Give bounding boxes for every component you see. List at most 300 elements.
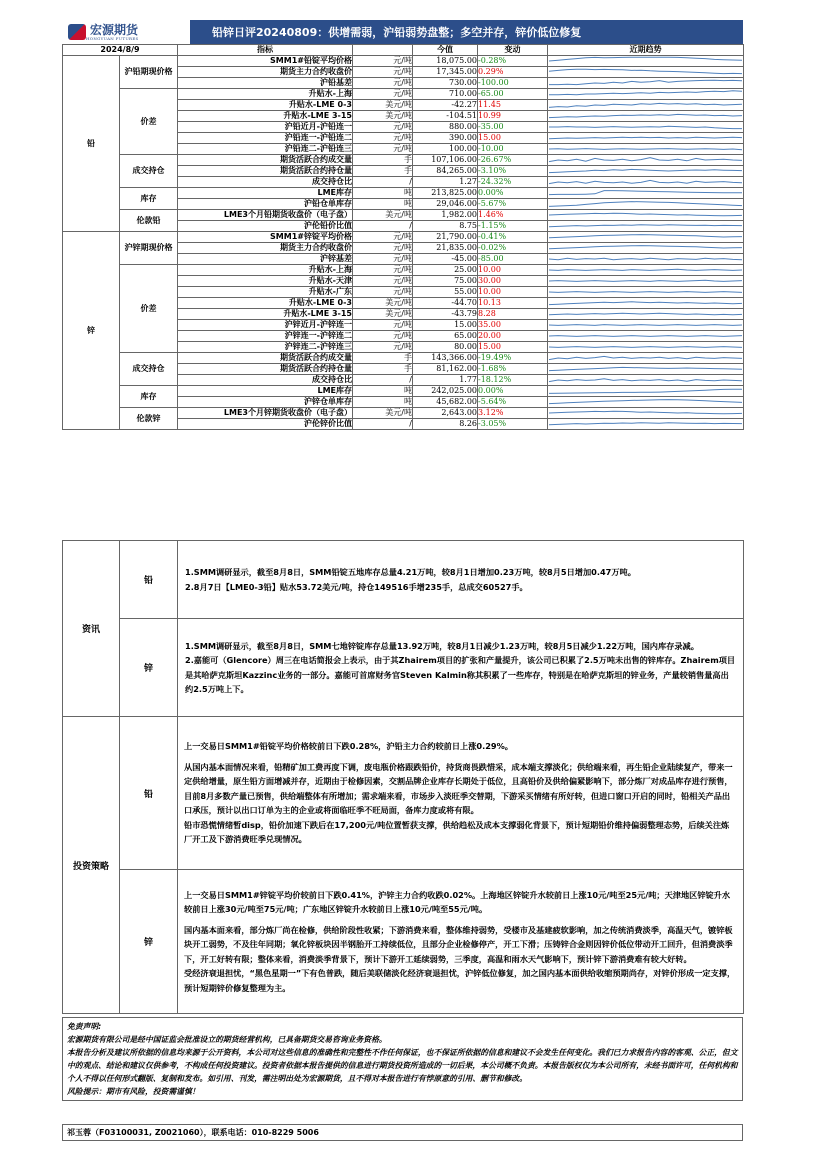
sparkline-line bbox=[549, 213, 742, 216]
group-label: 伦款锌 bbox=[120, 408, 178, 430]
sparkline-line bbox=[549, 57, 742, 61]
sparkline-line bbox=[549, 389, 742, 393]
trend-cell bbox=[548, 56, 744, 67]
unit: 元/吨 bbox=[353, 342, 413, 353]
unit: 元/吨 bbox=[353, 276, 413, 287]
group-label: 成交持仓 bbox=[120, 155, 178, 188]
sparkline-line bbox=[549, 158, 742, 162]
indicator-name: SMM1#铅锭平均价格 bbox=[178, 56, 353, 67]
indicator-name: 升贴水-LME 0-3 bbox=[178, 298, 353, 309]
trend-cell bbox=[548, 67, 744, 78]
unit: 美元/吨 bbox=[353, 298, 413, 309]
current-value: 390.00 bbox=[413, 133, 478, 144]
indicator-name: 期货活跃合约持仓量 bbox=[178, 364, 353, 375]
current-value: 84,265.00 bbox=[413, 166, 478, 177]
sparkline-line bbox=[549, 347, 742, 348]
sparkline-line bbox=[549, 191, 742, 195]
current-value: 65.00 bbox=[413, 331, 478, 342]
sparkline bbox=[548, 320, 743, 330]
info-lead-text bbox=[178, 541, 744, 619]
sparkline bbox=[548, 232, 743, 242]
trend-cell bbox=[548, 100, 744, 111]
sparkline bbox=[548, 155, 743, 165]
report-header bbox=[62, 20, 743, 44]
current-value: -42.27 bbox=[413, 100, 478, 111]
unit: 美元/吨 bbox=[353, 408, 413, 419]
strategy-zinc-para: 受经济衰退担忧，“黑色星期一”下有色普跌，随后美联储淡化经济衰退担忧，沪锌低位修复，加之国内基本面供给收缩预期尚存，对锌价形成一定支撑，预计短期锌价修复整理为主。 bbox=[184, 968, 736, 993]
change-value: 20.00 bbox=[478, 331, 548, 342]
indicator-name: 升贴水-LME 3-15 bbox=[178, 111, 353, 122]
change-value: -18.12% bbox=[478, 375, 548, 386]
unit: 元/吨 bbox=[353, 232, 413, 243]
change-value: 1.46% bbox=[478, 210, 548, 221]
info-zinc-text bbox=[178, 619, 744, 717]
trend-cell bbox=[548, 298, 744, 309]
change-value: -24.32% bbox=[478, 177, 548, 188]
sparkline bbox=[548, 265, 743, 275]
current-value: 143,366.00 bbox=[413, 353, 478, 364]
current-value: 880.00 bbox=[413, 122, 478, 133]
strategy-category: 投资策略 bbox=[63, 717, 120, 1014]
unit: 元/吨 bbox=[353, 56, 413, 67]
change-value: -1.68% bbox=[478, 364, 548, 375]
trend-cell bbox=[548, 111, 744, 122]
change-value: 8.28 bbox=[478, 309, 548, 320]
table-row bbox=[63, 386, 744, 397]
trend-cell bbox=[548, 276, 744, 287]
unit: 美元/吨 bbox=[353, 100, 413, 111]
unit: 元/吨 bbox=[353, 122, 413, 133]
indicator-name: 期货活跃合约持仓量 bbox=[178, 166, 353, 177]
disclaimer-line: 宏源期货有限公司是经中国证监会批准设立的期货经营机构，已具备期货交易咨询业务资格。 bbox=[67, 1035, 387, 1044]
sparkline bbox=[548, 67, 743, 77]
trend-cell bbox=[548, 155, 744, 166]
trend-cell bbox=[548, 232, 744, 243]
unit: 元/吨 bbox=[353, 78, 413, 89]
header-change: 变动 bbox=[478, 45, 548, 56]
sparkline bbox=[548, 210, 743, 220]
sparkline-line bbox=[549, 336, 742, 337]
info-zinc-line: 1.SMM调研显示，截至8月8日，SMM七地锌锭库存总量13.92万吨，较8月1日减少1.23万吨，较8月5日减少1.22万吨，国内库存录减。 bbox=[185, 640, 699, 651]
sparkline bbox=[548, 111, 743, 121]
table-row bbox=[63, 265, 744, 276]
current-value: 8.75 bbox=[413, 221, 478, 232]
current-value: 242,025.00 bbox=[413, 386, 478, 397]
trend-cell bbox=[548, 221, 744, 232]
trend-cell bbox=[548, 78, 744, 89]
sparkline-line bbox=[549, 367, 742, 370]
current-value: 1.77 bbox=[413, 375, 478, 386]
info-category: 资讯 bbox=[63, 541, 120, 717]
unit: 元/吨 bbox=[353, 144, 413, 155]
strategy-lead-text bbox=[178, 717, 744, 870]
current-value: 100.00 bbox=[413, 144, 478, 155]
indicator-name: 期货活跃合约成交量 bbox=[178, 353, 353, 364]
sparkline bbox=[548, 331, 743, 341]
indicator-name: 期货主力合约收盘价 bbox=[178, 67, 353, 78]
unit: 元/吨 bbox=[353, 265, 413, 276]
indicator-name: 沪锌连二-沪锌连三 bbox=[178, 342, 353, 353]
current-value: -44.70 bbox=[413, 298, 478, 309]
table-row bbox=[63, 188, 744, 199]
unit: 手 bbox=[353, 353, 413, 364]
indicator-name: LME库存 bbox=[178, 188, 353, 199]
strategy-lead-para: 上一交易日SMM1#铅锭平均价格较前日下跌0.28%，沪铅主力合约较前日上涨0.29%。 bbox=[184, 741, 513, 752]
indicator-name: 沪铅连一-沪铅连二 bbox=[178, 133, 353, 144]
group-label: 沪铅期现价格 bbox=[120, 56, 178, 89]
strategy-zinc-para: 国内基本面来看，部分炼厂尚在检修，供给阶段性收紧；下游消费来看，整体维持弱势，受楼市及基建疲软影响，加之传统消费淡季，高温天气，镀锌板块开工弱势，不及往年同期；氧化锌板块因半钢胎开工持续低位，且部分企业检修停产，开工下滑；压铸锌合金则因锌价低位带动开工回升，但消费淡季下，开工好转有限；整体来看，消费淡季背景下，预计下游开工延续弱势，三季度，高温和雨水天气影响下，预计锌下游消费难有较大好转。 bbox=[184, 924, 733, 964]
sparkline bbox=[548, 89, 743, 99]
sparkline bbox=[548, 386, 743, 396]
change-value: 10.13 bbox=[478, 298, 548, 309]
current-value: 730.00 bbox=[413, 78, 478, 89]
indicator-name: 沪铅仓单库存 bbox=[178, 199, 353, 210]
current-value: 213,825.00 bbox=[413, 188, 478, 199]
trend-cell bbox=[548, 188, 744, 199]
trend-cell bbox=[548, 177, 744, 188]
trend-cell bbox=[548, 353, 744, 364]
sparkline bbox=[548, 397, 743, 407]
current-value: 81,162.00 bbox=[413, 364, 478, 375]
change-value: -1.15% bbox=[478, 221, 548, 232]
current-value: -43.79 bbox=[413, 309, 478, 320]
change-value: 15.00 bbox=[478, 342, 548, 353]
sparkline bbox=[548, 78, 743, 88]
indicator-name: 沪锌近月-沪锌连一 bbox=[178, 320, 353, 331]
unit: 手 bbox=[353, 166, 413, 177]
strategy-lead-label: 铅 bbox=[120, 717, 178, 870]
trend-cell bbox=[548, 375, 744, 386]
unit: 元/吨 bbox=[353, 67, 413, 78]
sparkline bbox=[548, 122, 743, 132]
unit: 吨 bbox=[353, 188, 413, 199]
sparkline bbox=[548, 408, 743, 418]
header-value: 今值 bbox=[413, 45, 478, 56]
trend-cell bbox=[548, 419, 744, 430]
indicator-name: 期货活跃合约成交量 bbox=[178, 155, 353, 166]
unit: 吨 bbox=[353, 386, 413, 397]
sparkline bbox=[548, 177, 743, 187]
unit: 元/吨 bbox=[353, 254, 413, 265]
disclaimer bbox=[62, 1017, 743, 1101]
change-value: 3.12% bbox=[478, 408, 548, 419]
change-value: 0.29% bbox=[478, 67, 548, 78]
info-section bbox=[62, 540, 744, 1014]
unit: 美元/吨 bbox=[353, 210, 413, 221]
sparkline bbox=[548, 166, 743, 176]
unit: / bbox=[353, 177, 413, 188]
indicator-name: 升贴水-广东 bbox=[178, 287, 353, 298]
trend-cell bbox=[548, 254, 744, 265]
sparkline bbox=[548, 188, 743, 198]
sparkline bbox=[548, 353, 743, 363]
sparkline-line bbox=[549, 225, 742, 227]
indicator-name: 升贴水-LME 0-3 bbox=[178, 100, 353, 111]
current-value: 21,790.00 bbox=[413, 232, 478, 243]
indicator-name: 沪伦锌价比值 bbox=[178, 419, 353, 430]
info-lead-label: 铅 bbox=[120, 541, 178, 619]
info-zinc-label: 锌 bbox=[120, 619, 178, 717]
strategy-zinc-text bbox=[178, 870, 744, 1014]
unit: 元/吨 bbox=[353, 287, 413, 298]
trend-cell bbox=[548, 287, 744, 298]
unit: 吨 bbox=[353, 199, 413, 210]
strategy-lead-para: 从国内基本面情况来看，铅精矿加工费再度下调，废电瓶价格跟跌铅价，持货商畏跌惜采，成本端支撑淡化；供给端来看，再生铅企业陆续复产，带来一定供给增量，原生铅方面增减并存，近期由于检修因素，交割品牌企业库存长期处于低位，且高铅价及供给偏紧影响下，部分炼厂对成品库存进行预售，目前8月多数产量已预售，供给端整体有所增加；需求端来看，市场步入淡旺季交替期，下游采买情绪有所好转，但进口窗口开启的同时，铅相关产品出口承压，预计以出口订单为主的企业或将面临旺季不旺局面，备库力度或将有限。 bbox=[184, 761, 733, 816]
contact-line: 祁玉蓉（F03100031, Z0021060），联系电话：010-8229 5006 bbox=[62, 1124, 743, 1141]
sparkline-line bbox=[549, 325, 742, 326]
current-value: 45,682.00 bbox=[413, 397, 478, 408]
sparkline bbox=[548, 199, 743, 209]
sparkline-line bbox=[549, 180, 742, 183]
change-value: 0.00% bbox=[478, 386, 548, 397]
change-value: -0.41% bbox=[478, 232, 548, 243]
unit: / bbox=[353, 419, 413, 430]
current-value: 1,982.00 bbox=[413, 210, 478, 221]
group-label: 价差 bbox=[120, 89, 178, 155]
current-value: 107,106.00 bbox=[413, 155, 478, 166]
sparkline-line bbox=[549, 246, 742, 249]
trend-cell bbox=[548, 144, 744, 155]
table-row bbox=[63, 232, 744, 243]
change-value: -85.00 bbox=[478, 254, 548, 265]
change-value: 15.00 bbox=[478, 133, 548, 144]
sparkline-line bbox=[549, 202, 742, 207]
sparkline bbox=[548, 309, 743, 319]
disclaimer-line: 本报告分析及建议所依据的信息均来源于公开资料，本公司对这些信息的准确性和完整性不作任何保证，也不保证所依据的信息和建议不会发生任何变化。我们已力求报告内容的客观、公正，但文中的观点、结论和建议仅供参考，不构成任何投资建议。投资者依据本报告提供的信息进行期货投资所造成的一切后果，本公司概不负责。本报告版权仅为本公司所有，未经书面许可，任何机构和个人不得以任何形式翻版、复制和发布。如引用、刊发，需注明出处为宏源期货，且不得对本报告进行有悖原意的引用、删节和修改。 bbox=[67, 1048, 738, 1083]
current-value: 8.26 bbox=[413, 419, 478, 430]
unit: 美元/吨 bbox=[353, 309, 413, 320]
change-value: -100.00 bbox=[478, 78, 548, 89]
metal-category: 锌 bbox=[63, 232, 120, 430]
sparkline bbox=[548, 133, 743, 143]
unit: 元/吨 bbox=[353, 243, 413, 254]
change-value: 10.99 bbox=[478, 111, 548, 122]
sparkline-line bbox=[549, 91, 742, 95]
group-label: 价差 bbox=[120, 265, 178, 353]
table-header-row bbox=[63, 45, 744, 56]
sparkline-line bbox=[549, 302, 742, 305]
current-value: 710.00 bbox=[413, 89, 478, 100]
sparkline-line bbox=[549, 269, 742, 270]
header-date: 2024/8/9 bbox=[63, 45, 178, 56]
strategy-zinc-row bbox=[63, 870, 744, 1014]
indicator-name: 成交持仓比 bbox=[178, 177, 353, 188]
sparkline bbox=[548, 56, 743, 66]
sparkline bbox=[548, 144, 743, 154]
group-label: 沪锌期现价格 bbox=[120, 232, 178, 265]
unit: 手 bbox=[353, 364, 413, 375]
trend-cell bbox=[548, 89, 744, 100]
change-value: -65.00 bbox=[478, 89, 548, 100]
sparkline bbox=[548, 375, 743, 385]
logo-subtext: HONGYUAN FUTURES bbox=[86, 35, 139, 41]
trend-cell bbox=[548, 122, 744, 133]
change-value: -5.64% bbox=[478, 397, 548, 408]
sparkline bbox=[548, 221, 743, 231]
info-lead-line: 1.SMM调研显示，截至8月8日，SMM铅锭五地库存总量4.21万吨，较8月1日增加0.23万吨，较8月5日增加0.47万吨。 bbox=[185, 567, 636, 577]
strategy-lead-para: 铅市恐慌情绪暂disp，铅价加速下跌后在17,200元/吨位置暂获支撑，供给趋松及成本支撑弱化背景下，预计短期铅价维持偏弱整理态势，后续关注炼厂开工及下游消费旺季兑现情况。 bbox=[184, 819, 730, 845]
trend-cell bbox=[548, 309, 744, 320]
sparkline-line bbox=[549, 69, 742, 73]
report-title: 铅锌日评20240809：供增需弱，沪铅弱势盘整；多空并存，锌价低位修复 bbox=[212, 26, 582, 39]
change-value: 10.00 bbox=[478, 265, 548, 276]
current-value: -104.51 bbox=[413, 111, 478, 122]
strategy-lead-row bbox=[63, 717, 744, 870]
trend-cell bbox=[548, 386, 744, 397]
sparkline bbox=[548, 276, 743, 286]
current-value: 15.00 bbox=[413, 320, 478, 331]
trend-cell bbox=[548, 210, 744, 221]
change-value: 30.00 bbox=[478, 276, 548, 287]
sparkline-line bbox=[549, 169, 742, 172]
sparkline-line bbox=[549, 235, 742, 238]
group-label: 成交持仓 bbox=[120, 353, 178, 386]
trend-cell bbox=[548, 265, 744, 276]
header-indicator: 指标 bbox=[178, 45, 353, 56]
indicator-name: 沪铅近月-沪铅连一 bbox=[178, 122, 353, 133]
indicator-name: LME3个月铅期货收盘价（电子盘） bbox=[178, 210, 353, 221]
unit: 元/吨 bbox=[353, 320, 413, 331]
current-value: 75.00 bbox=[413, 276, 478, 287]
trend-cell bbox=[548, 408, 744, 419]
report-sheet bbox=[62, 20, 743, 1137]
group-label: 库存 bbox=[120, 188, 178, 210]
info-lead-row bbox=[63, 541, 744, 619]
sparkline-line bbox=[549, 80, 742, 84]
change-value: -19.49% bbox=[478, 353, 548, 364]
sparkline-line bbox=[549, 149, 742, 150]
disclaimer-line: 风险提示：期市有风险，投资需谨慎！ bbox=[67, 1087, 200, 1096]
sparkline-line bbox=[549, 280, 742, 281]
change-value: -3.05% bbox=[478, 419, 548, 430]
change-value: -0.02% bbox=[478, 243, 548, 254]
unit: 美元/吨 bbox=[353, 111, 413, 122]
change-value: -10.00 bbox=[478, 144, 548, 155]
change-value: 11.45 bbox=[478, 100, 548, 111]
unit: 元/吨 bbox=[353, 133, 413, 144]
indicator-name: LME库存 bbox=[178, 386, 353, 397]
indicator-name: 期货主力合约收盘价 bbox=[178, 243, 353, 254]
sparkline bbox=[548, 419, 743, 429]
trend-cell bbox=[548, 133, 744, 144]
unit: 元/吨 bbox=[353, 89, 413, 100]
trend-cell bbox=[548, 331, 744, 342]
sparkline-line bbox=[549, 423, 742, 425]
sparkline-line bbox=[549, 137, 742, 139]
trend-cell bbox=[548, 166, 744, 177]
current-value: 80.00 bbox=[413, 342, 478, 353]
sparkline-line bbox=[549, 126, 742, 128]
unit: / bbox=[353, 221, 413, 232]
group-label: 库存 bbox=[120, 386, 178, 408]
info-lead-line: 2.8月7日【LME0-3铅】贴水53.72美元/吨，持仓149516手增235手，总成交60527手。 bbox=[185, 581, 528, 592]
company-logo bbox=[62, 20, 190, 44]
current-value: 55.00 bbox=[413, 287, 478, 298]
change-value: 35.00 bbox=[478, 320, 548, 331]
table-row bbox=[63, 210, 744, 221]
sparkline bbox=[548, 364, 743, 374]
change-value: -3.10% bbox=[478, 166, 548, 177]
indicator-name: 升贴水-LME 3-15 bbox=[178, 309, 353, 320]
sparkline bbox=[548, 243, 743, 253]
indicator-name: 沪铅连二-沪铅连三 bbox=[178, 144, 353, 155]
header-trend: 近期趋势 bbox=[548, 45, 744, 56]
sparkline-line bbox=[549, 313, 742, 315]
indicator-name: SMM1#锌锭平均价格 bbox=[178, 232, 353, 243]
indicator-name: 沪锌连一-沪锌连二 bbox=[178, 331, 353, 342]
trend-cell bbox=[548, 320, 744, 331]
indicator-name: 升贴水-上海 bbox=[178, 89, 353, 100]
table-row bbox=[63, 353, 744, 364]
indicator-name: 沪伦铅价比值 bbox=[178, 221, 353, 232]
unit: 元/吨 bbox=[353, 331, 413, 342]
sparkline-line bbox=[549, 400, 742, 404]
trend-cell bbox=[548, 342, 744, 353]
current-value: 17,345.00 bbox=[413, 67, 478, 78]
sparkline-line bbox=[549, 356, 742, 359]
sparkline-line bbox=[549, 292, 742, 293]
change-value: 10.00 bbox=[478, 287, 548, 298]
sparkline bbox=[548, 287, 743, 297]
table-row bbox=[63, 56, 744, 67]
header-unit bbox=[353, 45, 413, 56]
strategy-zinc-label: 锌 bbox=[120, 870, 178, 1014]
sparkline bbox=[548, 342, 743, 352]
change-value: -26.67% bbox=[478, 155, 548, 166]
info-zinc-line: 2.嘉能可（Glencore）周三在电话简报会上表示，由于其Zhairem项目的扩张和产量提升，该公司已积累了2.5万吨未出售的锌库存。Zhairem项目是其哈萨克斯坦Kazzinc业务的一部分。嘉能可首席财务官Steven Kalmin称其积累了一些库存，特别是在哈萨克斯坦的锌业务，产量较销售量高出约2.5万吨上下。 bbox=[185, 655, 736, 694]
current-value: 21,835.00 bbox=[413, 243, 478, 254]
table-row bbox=[63, 89, 744, 100]
unit: 吨 bbox=[353, 397, 413, 408]
logo-icon bbox=[68, 24, 86, 40]
sparkline-line bbox=[549, 103, 742, 107]
sparkline bbox=[548, 254, 743, 264]
unit: / bbox=[353, 375, 413, 386]
sparkline-line bbox=[549, 411, 742, 414]
current-value: 1.27 bbox=[413, 177, 478, 188]
table-row bbox=[63, 408, 744, 419]
info-zinc-row bbox=[63, 619, 744, 717]
indicator-name: 沪铅基差 bbox=[178, 78, 353, 89]
indicator-name: 升贴水-天津 bbox=[178, 276, 353, 287]
sparkline-line bbox=[549, 379, 742, 382]
indicator-name: 成交持仓比 bbox=[178, 375, 353, 386]
data-table bbox=[62, 44, 744, 430]
current-value: 29,046.00 bbox=[413, 199, 478, 210]
current-value: 2,643.00 bbox=[413, 408, 478, 419]
indicator-name: 沪锌基差 bbox=[178, 254, 353, 265]
current-value: 18,075.00 bbox=[413, 56, 478, 67]
indicator-name: LME3个月锌期货收盘价（电子盘） bbox=[178, 408, 353, 419]
trend-cell bbox=[548, 199, 744, 210]
metal-category: 铅 bbox=[63, 56, 120, 232]
trend-cell bbox=[548, 364, 744, 375]
sparkline-line bbox=[549, 258, 742, 260]
disclaimer-title: 免责声明: bbox=[67, 1022, 102, 1031]
sparkline-line bbox=[549, 114, 742, 117]
table-row bbox=[63, 155, 744, 166]
sparkline bbox=[548, 298, 743, 308]
unit: 手 bbox=[353, 155, 413, 166]
strategy-zinc-para: 上一交易日SMM1#锌锭平均价较前日下跌0.41%，沪锌主力合约收跌0.02%。上海地区锌锭升水较前日上涨10元/吨至25元/吨；天津地区锌锭升水较前日上涨30元/吨至75元/吨；广东地区锌锭升水较前日上涨10元/吨至55元/吨。 bbox=[184, 889, 731, 915]
current-value: -45.00 bbox=[413, 254, 478, 265]
trend-cell bbox=[548, 397, 744, 408]
change-value: 0.00% bbox=[478, 188, 548, 199]
current-value: 25.00 bbox=[413, 265, 478, 276]
change-value: -35.00 bbox=[478, 122, 548, 133]
trend-cell bbox=[548, 243, 744, 254]
change-value: -0.28% bbox=[478, 56, 548, 67]
